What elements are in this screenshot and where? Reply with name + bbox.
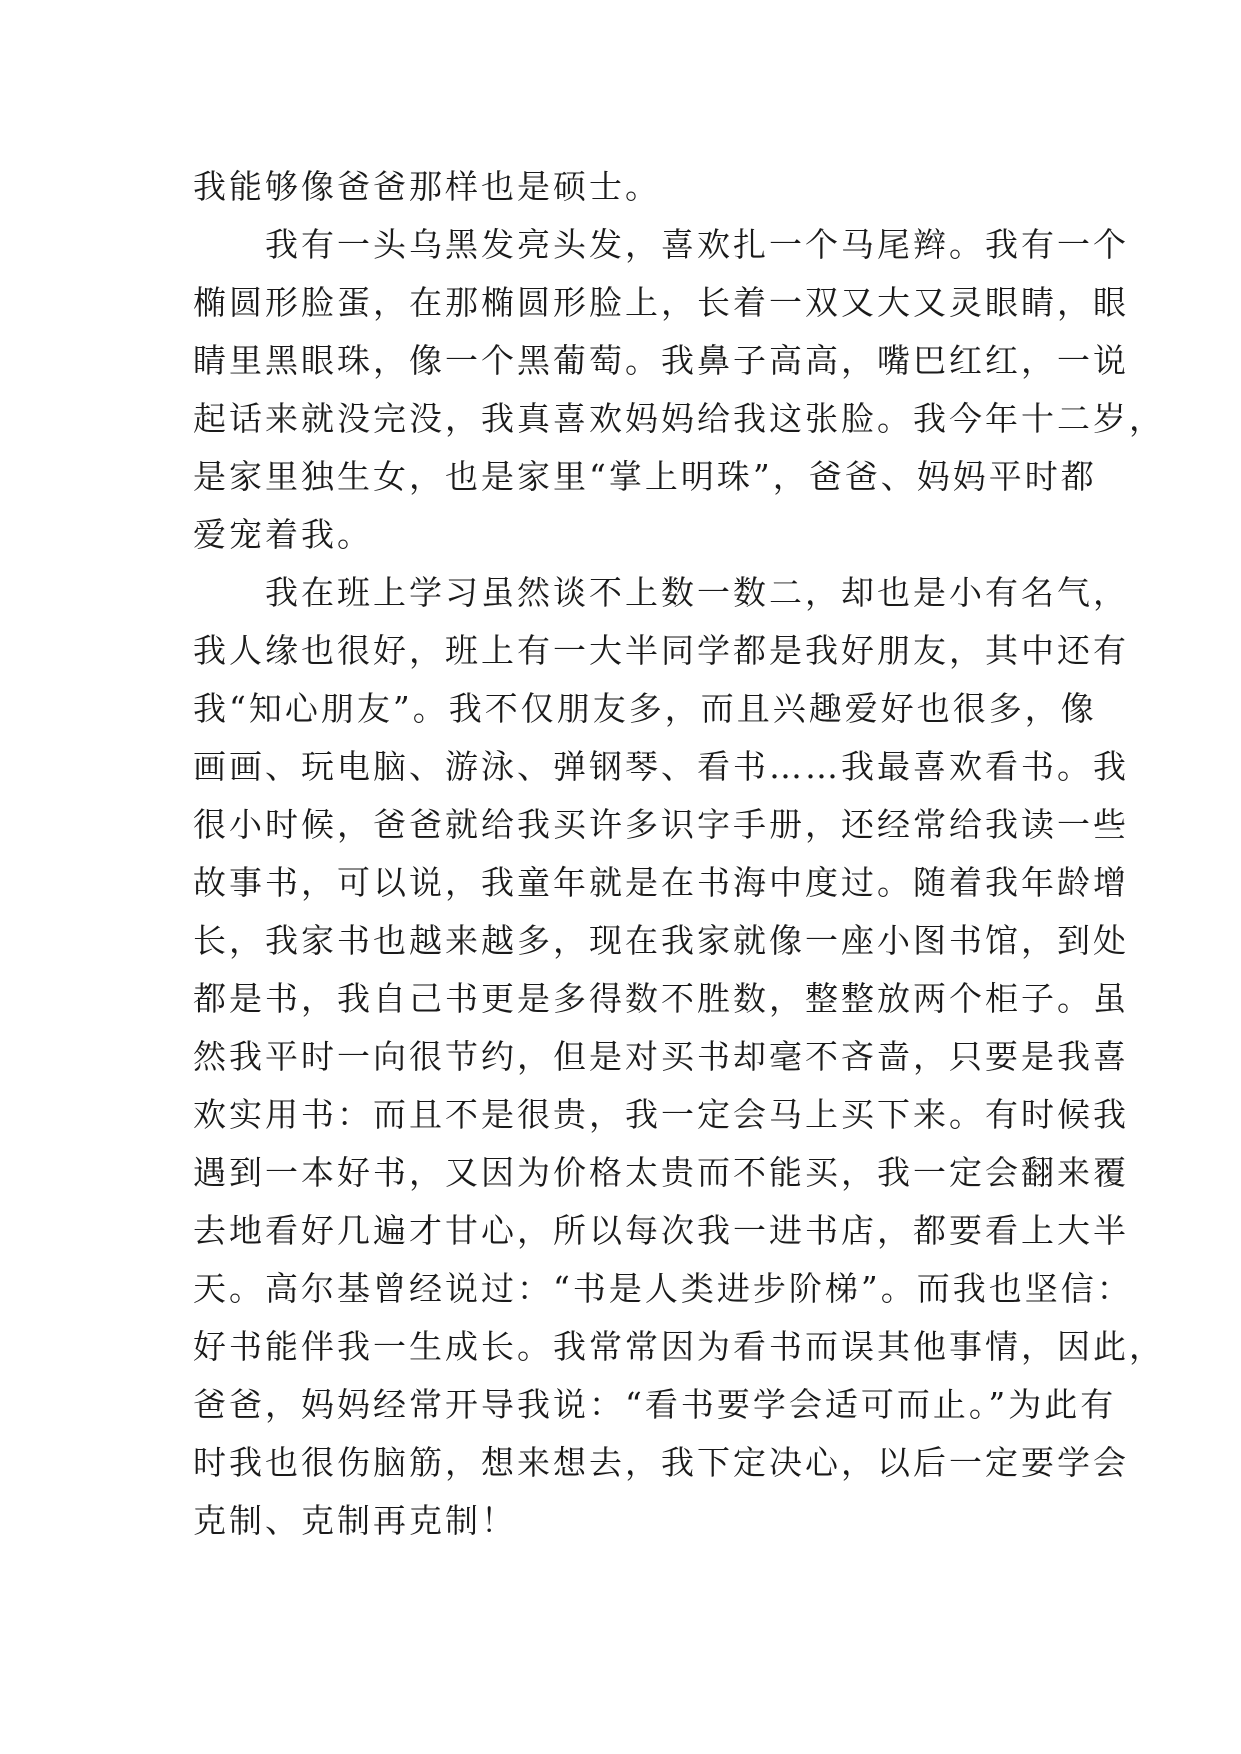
- text-line: 椭圆形脸蛋，在那椭圆形脸上，长着一双又大又灵眼睛，眼: [193, 283, 1129, 322]
- text-line: 时我也很伤脑筋，想来想去，我下定决心，以后一定要学会: [193, 1443, 1129, 1482]
- text-line: 起话来就没完没，我真喜欢妈妈给我这张脸。我今年十二岁，: [193, 399, 1165, 438]
- text-line: 都是书，我自己书更是多得数不胜数，整整放两个柜子。虽: [193, 979, 1129, 1018]
- text-line: 天。高尔基曾经说过：“书是人类进步阶梯”。而我也坚信：: [193, 1269, 1133, 1308]
- text-line: 克制、克制再克制！: [193, 1501, 517, 1540]
- paragraph-start-line: 我有一头乌黑发亮头发，喜欢扎一个马尾辫。我有一个: [265, 225, 1129, 264]
- text-line: 爸爸，妈妈经常开导我说：“看书要学会适可而止。”为此有: [193, 1385, 1117, 1424]
- text-line: 长，我家书也越来越多，现在我家就像一座小图书馆，到处: [193, 921, 1129, 960]
- paragraph-start-line: 我在班上学习虽然谈不上数一数二，却也是小有名气，: [265, 573, 1129, 612]
- text-line: 睛里黑眼珠，像一个黑葡萄。我鼻子高高，嘴巴红红，一说: [193, 341, 1129, 380]
- text-line: 我人缘也很好，班上有一大半同学都是我好朋友，其中还有: [193, 631, 1129, 670]
- text-line: 我“知心朋友”。我不仅朋友多，而且兴趣爱好也很多，像: [193, 689, 1097, 728]
- text-line: 爱宠着我。: [193, 515, 373, 554]
- text-line: 遇到一本好书，又因为价格太贵而不能买，我一定会翻来覆: [193, 1153, 1129, 1192]
- text-line: 去地看好几遍才甘心，所以每次我一进书店，都要看上大半: [193, 1211, 1129, 1250]
- body-text: [193, 158, 1165, 1550]
- text-line: 是家里独生女，也是家里“掌上明珠”，爸爸、妈妈平时都: [193, 457, 1097, 496]
- text-line: 画画、玩电脑、游泳、弹钢琴、看书……我最喜欢看书。我: [193, 747, 1129, 786]
- text-line: 很小时候，爸爸就给我买许多识字手册，还经常给我读一些: [193, 805, 1129, 844]
- text-line: 故事书，可以说，我童年就是在书海中度过。随着我年龄增: [193, 863, 1129, 902]
- text-line: 好书能伴我一生成长。我常常因为看书而误其他事情，因此，: [193, 1327, 1165, 1366]
- text-line: 我能够像爸爸那样也是硕士。: [193, 167, 661, 206]
- text-line: 然我平时一向很节约，但是对买书却毫不吝啬，只要是我喜: [193, 1037, 1129, 1076]
- text-line: 欢实用书：而且不是很贵，我一定会马上买下来。有时候我: [193, 1095, 1129, 1134]
